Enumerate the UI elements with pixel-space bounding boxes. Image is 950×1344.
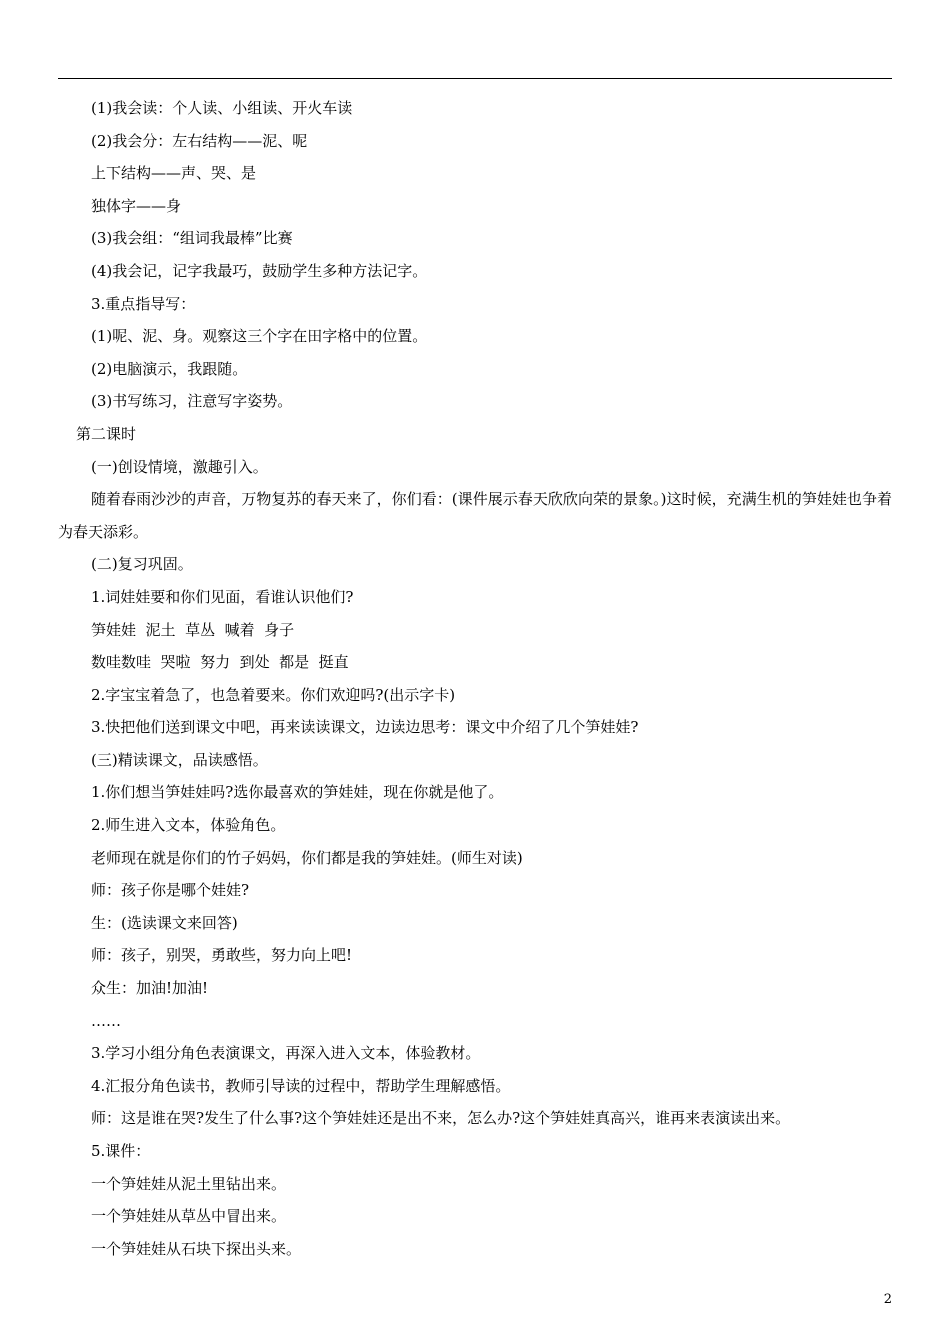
text-line: (4)我会记，记字我最巧，鼓励学生多种方法记字。 bbox=[91, 261, 428, 280]
text-line: (1)呢、泥、身。观察这三个字在田字格中的位置。 bbox=[91, 327, 428, 346]
text-line: (2)电脑演示，我跟随。 bbox=[91, 359, 248, 378]
text-line: (3)书写练习，注意写字姿势。 bbox=[91, 392, 293, 411]
intro-paragraph: 随着春雨沙沙的声音，万物复苏的春天来了，你们看：(课件展示春天欣欣向荣的景象。)这时候，充满生机的笋娃娃也争着为春天添彩。 bbox=[58, 490, 892, 541]
header-rule bbox=[58, 78, 892, 79]
text-line: (一)创设情境，激趣引入。 bbox=[91, 457, 268, 476]
text-line: 一个笋娃娃从泥土里钻出来。 bbox=[91, 1174, 287, 1193]
document-body bbox=[58, 92, 892, 1265]
text-line: 独体字——身 bbox=[91, 196, 182, 215]
text-line: 师：孩子你是哪个娃娃? bbox=[91, 881, 250, 900]
text-line: (2)我会分：左右结构——泥、呢 bbox=[91, 131, 308, 150]
text-line: (二)复习巩固。 bbox=[91, 555, 193, 574]
text-line: (3)我会组：“组词我最棒”比赛 bbox=[91, 229, 293, 248]
vocabulary-line: 笋娃娃 泥土 草丛 喊着 身子 bbox=[91, 620, 295, 639]
text-line: 生：(选读课文来回答) bbox=[91, 913, 238, 932]
ellipsis-line: …… bbox=[91, 1011, 121, 1030]
page-number: 2 bbox=[883, 1292, 892, 1307]
text-line: 一个笋娃娃从石块下探出头来。 bbox=[91, 1239, 302, 1258]
section-heading: 第二课时 bbox=[76, 424, 137, 443]
text-line: 3.快把他们送到课文中吧，再来读读课文，边读边思考：课文中介绍了几个笋娃娃? bbox=[91, 718, 639, 737]
text-line: 上下结构——声、哭、是 bbox=[91, 164, 257, 183]
vocabulary-line: 数哇数哇 哭啦 努力 到处 都是 挺直 bbox=[91, 653, 349, 672]
text-line: 1.词娃娃要和你们见面，看谁认识他们? bbox=[91, 587, 354, 606]
text-line: 师：孩子，别哭，勇敢些，努力向上吧! bbox=[91, 946, 353, 965]
text-line: (三)精读课文，品读感悟。 bbox=[91, 750, 268, 769]
text-line: 4.汇报分角色读书，教师引导读的过程中，帮助学生理解感悟。 bbox=[91, 1076, 511, 1095]
text-line: 众生：加油!加油! bbox=[91, 979, 209, 998]
text-line: 3.重点指导写： bbox=[91, 294, 196, 313]
text-line: 1.你们想当笋娃娃吗?选你最喜欢的笋娃娃，现在你就是他了。 bbox=[91, 783, 504, 802]
text-line: 2.师生进入文本，体验角色。 bbox=[91, 816, 286, 835]
text-line: 老师现在就是你们的竹子妈妈，你们都是我的笋娃娃。(师生对读) bbox=[91, 848, 523, 867]
text-line: 3.学习小组分角色表演课文，再深入进入文本，体验教材。 bbox=[91, 1044, 481, 1063]
text-line: 师：这是谁在哭?发生了什么事?这个笋娃娃还是出不来，怎么办?这个笋娃娃真高兴，谁再来表演读出来。 bbox=[91, 1109, 791, 1128]
text-line: 2.字宝宝着急了，也急着要来。你们欢迎吗?(出示字卡) bbox=[91, 685, 456, 704]
text-line: 一个笋娃娃从草丛中冒出来。 bbox=[91, 1207, 287, 1226]
text-line: 5.课件： bbox=[91, 1142, 151, 1160]
text-line: (1)我会读：个人读、小组读、开火车读 bbox=[91, 99, 353, 117]
